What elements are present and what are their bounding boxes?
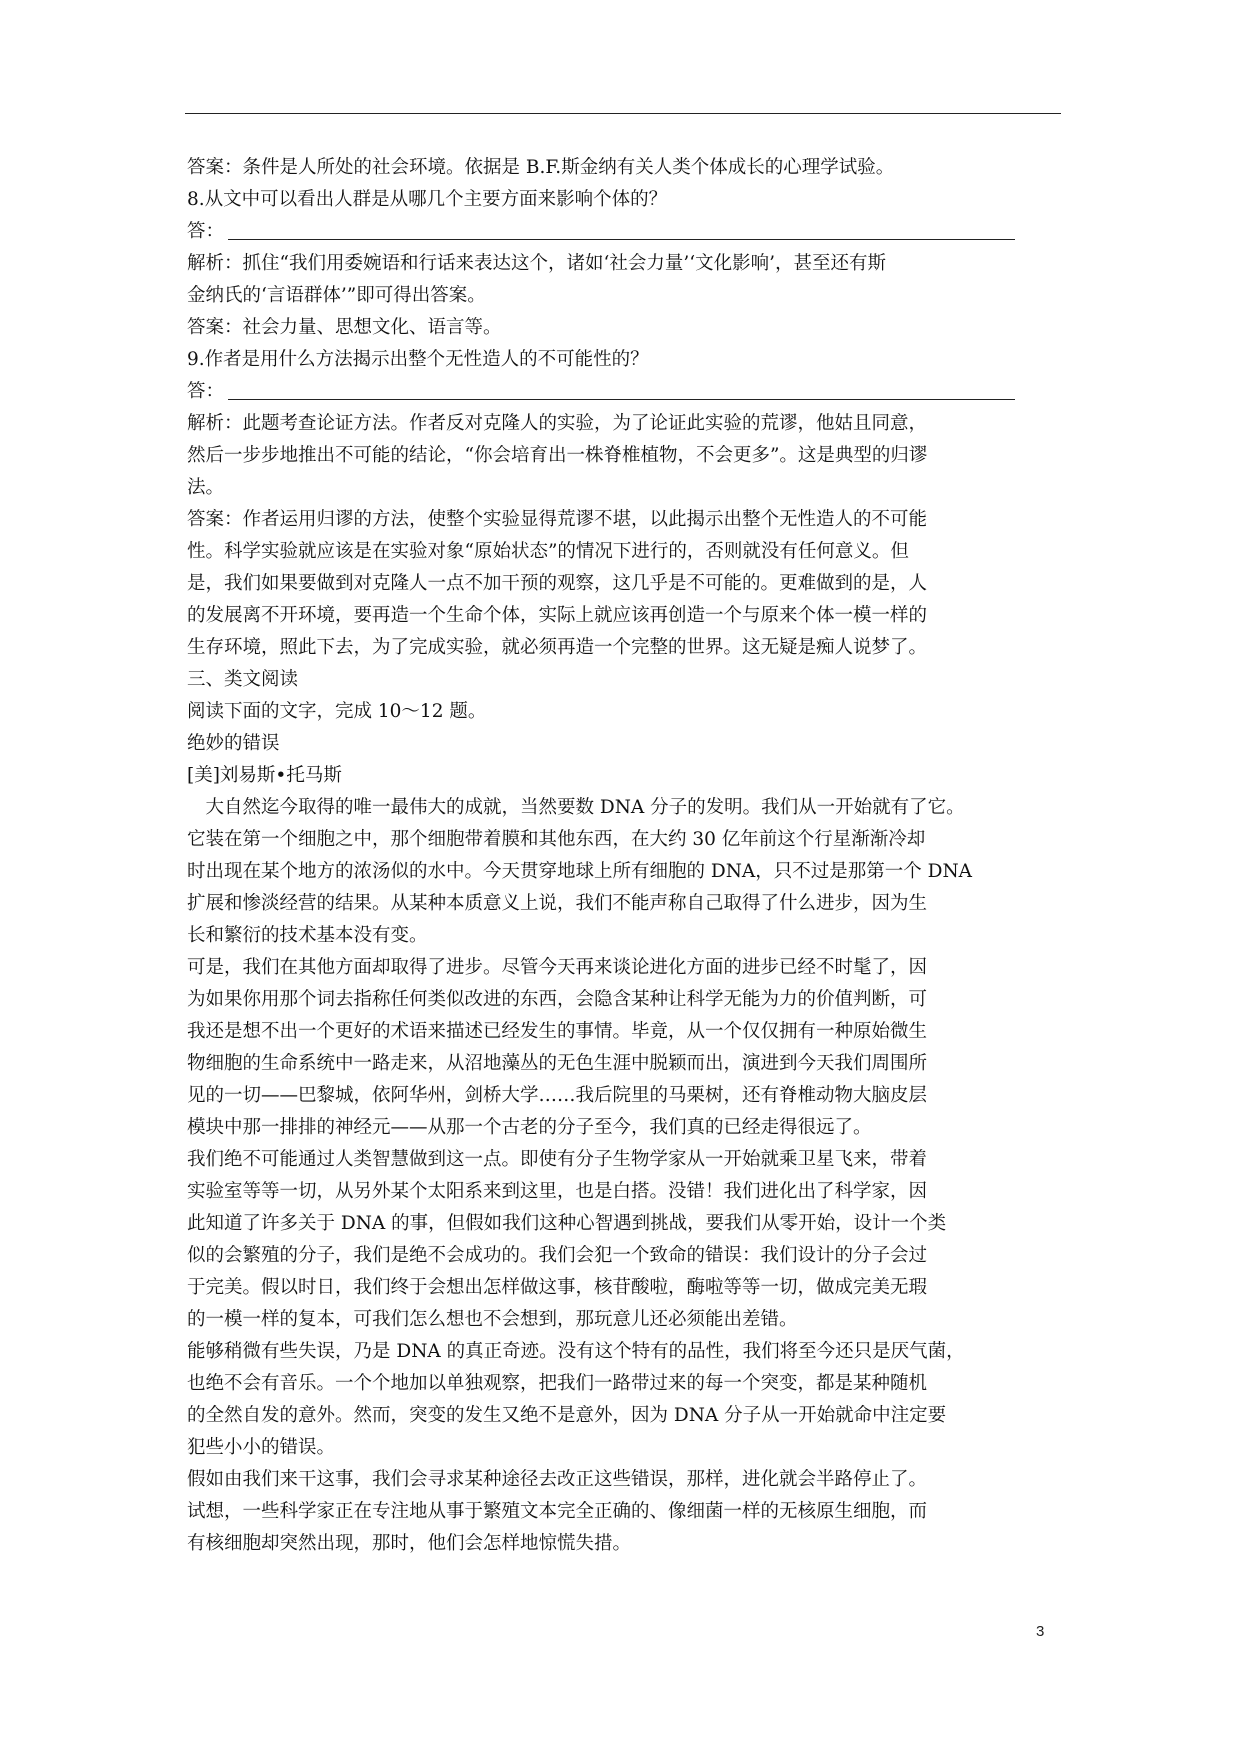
article-author: [美]刘易斯•托马斯: [187, 765, 342, 786]
document-body: [187, 152, 1067, 1592]
article-line: [187, 1560, 1067, 1592]
article-line: 也绝不会有音乐。一个个地加以单独观察，把我们一路带过来的每一个突变，都是某种随机: [187, 1373, 928, 1394]
answer-line: 的发展离不开环境，要再造一个生命个体，实际上就应该再创造一个与原来个体一模一样的: [187, 605, 928, 626]
article-line: 能够稍微有些失误，乃是 DNA 的真正奇迹。没有这个特有的品性，我们将至今还只是厌气菌，: [187, 1341, 965, 1362]
article-line: 此知道了许多关于 DNA 的事，但假如我们这种心智遇到挑战，要我们从零开始，设计一个类: [187, 1213, 947, 1234]
article-line: 我们绝不可能通过人类智慧做到这一点。即使有分子生物学家从一开始就乘卫星飞来，带着: [187, 1149, 928, 1170]
article-line: 可是，我们在其他方面却取得了进步。尽管今天再来谈论进化方面的进步已经不时髦了，因: [187, 957, 928, 978]
answer-line: 性。科学实验就应该是在实验对象“原始状态”的情况下进行的，否则就没有任何意义。但: [187, 541, 909, 562]
article-line: 物细胞的生命系统中一路走来，从沼地藻丛的无色生涯中脱颖而出，演进到今天我们周围所: [187, 1053, 928, 1074]
analysis-line: 金纳氏的‘言语群体’”即可得出答案。: [187, 285, 486, 306]
article-line: 我还是想不出一个更好的术语来描述已经发生的事情。毕竟，从一个仅仅拥有一种原始微生: [187, 1021, 928, 1042]
answer-line: 答案：条件是人所处的社会环境。依据是 B.F.斯金纳有关人类个体成长的心理学试验。: [187, 157, 895, 178]
article-title: 绝妙的错误: [187, 733, 280, 754]
article-line: 模块中那一排排的神经元——从那一个古老的分子至今，我们真的已经走得很远了。: [187, 1117, 872, 1138]
article-line: 犯些小小的错误。: [187, 1437, 336, 1458]
article-line: 试想，一些科学家正在专注地从事于繁殖文本完全正确的、像细菌一样的无核原生细胞，而: [187, 1501, 928, 1522]
answer-line: 是，我们如果要做到对克隆人一点不加干预的观察，这几乎是不可能的。更难做到的是，人: [187, 573, 928, 594]
article-line: 实验室等等一切，从另外某个太阳系来到这里，也是白搭。没错！我们进化出了科学家，因: [187, 1181, 928, 1202]
analysis-line: 法。: [187, 477, 225, 498]
article-line: 大自然迄今取得的唯一最伟大的成就，当然要数 DNA 分子的发明。我们从一开始就有了它。: [187, 797, 965, 818]
article-line: 时出现在某个地方的浓汤似的水中。今天贯穿地球上所有细胞的 DNA，只不过是那第一个 DNA: [187, 861, 973, 882]
article-line: 的一模一样的复本，可我们怎么想也不会想到，那玩意儿还必须能出差错。: [187, 1309, 798, 1330]
article-line: 似的会繁殖的分子，我们是绝不会成功的。我们会犯一个致命的错误：我们设计的分子会过: [187, 1245, 928, 1266]
page-number: 3: [1036, 1623, 1045, 1640]
header-rule: [185, 113, 1061, 114]
answer-line: 生存环境，照此下去，为了完成实验，就必须再造一个完整的世界。这无疑是痴人说梦了。: [187, 637, 928, 658]
answer-blank-line: [187, 376, 1067, 408]
answer-line: 答案：作者运用归谬的方法，使整个实验显得荒谬不堪，以此揭示出整个无性造人的不可能: [187, 509, 928, 530]
answer-blank: [228, 399, 1015, 400]
article-line: 假如由我们来干这事，我们会寻求某种途径去改正这些错误，那样，进化就会半路停止了。: [187, 1469, 928, 1490]
answer-blank-line: [187, 216, 1067, 248]
article-line: 于完美。假以时日，我们终于会想出怎样做这事，核苷酸啦，酶啦等等一切，做成完美无瑕: [187, 1277, 928, 1298]
article-line: 的全然自发的意外。然而，突变的发生又绝不是意外，因为 DNA 分子从一开始就命中注定要: [187, 1405, 947, 1426]
article-line: 长和繁衍的技术基本没有变。: [187, 925, 428, 946]
answer-blank: [228, 239, 1015, 240]
reading-instruction: 阅读下面的文字，完成 10～12 题。: [187, 701, 487, 722]
article-line: 扩展和惨淡经营的结果。从某种本质意义上说，我们不能声称自己取得了什么进步，因为生: [187, 893, 928, 914]
answer-prefix: 答：: [187, 381, 225, 402]
answer-line: 答案：社会力量、思想文化、语言等。: [187, 317, 502, 338]
article-line: 有核细胞却突然出现，那时，他们会怎样地惊慌失措。: [187, 1533, 632, 1554]
article-line: 为如果你用那个词去指称任何类似改进的东西，会隐含某种让科学无能为力的价值判断，可: [187, 989, 928, 1010]
article-line: 见的一切——巴黎城，依阿华州，剑桥大学……我后院里的马栗树，还有脊椎动物大脑皮层: [187, 1085, 928, 1106]
question-8: 8.从文中可以看出人群是从哪几个主要方面来影响个体的？: [187, 189, 668, 210]
question-9: 9.作者是用什么方法揭示出整个无性造人的不可能性的？: [187, 349, 649, 370]
section-heading: 三、类文阅读: [187, 669, 299, 690]
article-line: 它装在第一个细胞之中，那个细胞带着膜和其他东西，在大约 30 亿年前这个行星渐渐冷却: [187, 829, 926, 850]
analysis-line: 解析：抓住“我们用委婉语和行话来表达这个，诸如‘社会力量’‘文化影响’，甚至还有斯: [187, 253, 886, 274]
analysis-line: 解析：此题考查论证方法。作者反对克隆人的实验，为了论证此实验的荒谬，他姑且同意，: [187, 413, 928, 434]
answer-prefix: 答：: [187, 221, 225, 242]
analysis-line: 然后一步步地推出不可能的结论，“你会培育出一株脊椎植物，不会更多”。这是典型的归谬: [187, 445, 928, 466]
